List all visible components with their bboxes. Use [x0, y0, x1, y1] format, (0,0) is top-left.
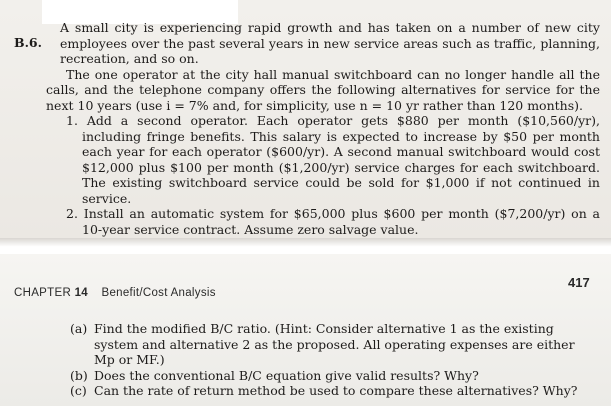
alternative-1-text: Add a second operator. Each operator gets $880 per month ($10,560/yr), including fringe benefits. This salary is expected to increase by $50 per month each year for each operator ($600/yr). A second manual switchboard would cost $12,000 plus $100 per month ($1,200/yr) service charges for each switchboard. The existing switchboard service could be sold for $1,000 if not continued in service. [82, 113, 600, 206]
questions-list [62, 321, 597, 399]
question-a [62, 321, 597, 368]
chapter-number: 14 [74, 287, 88, 299]
chapter-label: CHAPTER [14, 287, 72, 299]
question-a-text: Find the modified B/C ratio. (Hint: Consider alternative 1 as the existing system and alternative 2 as the proposed. All operating expenses are either Mp or MF.) [94, 321, 575, 367]
alternative-2-text: Install an automatic system for $65,000 plus $600 per month ($7,200/yr) on a 10-year service contract. Assume zero salvage value. [82, 206, 601, 237]
page-number: 417 [568, 275, 590, 290]
page-divider [0, 238, 611, 254]
problem-paragraph-2: The one operator at the city hall manual switchboard can no longer handle all the calls, and the telephone company offers the following alternatives for service for the next 10 years (use i = 7% and, for simplicity, use n = 10 yr rather than 120 months). [46, 66, 600, 113]
question-b [62, 368, 597, 384]
question-b-letter: (b) [70, 367, 88, 383]
alternative-2-number: 2. [66, 206, 78, 221]
chapter-title: Benefit/Cost Analysis [101, 287, 216, 299]
problem-intro [60, 20, 600, 67]
problem-text [46, 20, 601, 237]
alternative-2 [60, 206, 600, 237]
alternative-1-number: 1. [66, 113, 78, 128]
question-c-text: Can the rate of return method be used to compare these alternatives? Why? [94, 383, 578, 398]
question-a-letter: (a) [70, 321, 88, 336]
chapter-header [14, 287, 216, 299]
problem-intro-line1: A small city is experiencing rapid growth and has taken on a number of new city employees [60, 20, 600, 51]
question-b-text: Does the conventional B/C equation give valid results? Why? [94, 367, 479, 383]
question-c-letter: (c) [70, 383, 87, 398]
question-c [62, 383, 597, 399]
problem-intro-line2: over the past several years in new service areas such as traffic, planning, recreation, and so on. [60, 35, 600, 66]
alternative-1 [60, 113, 600, 206]
problem-number: B.6. [14, 35, 42, 50]
